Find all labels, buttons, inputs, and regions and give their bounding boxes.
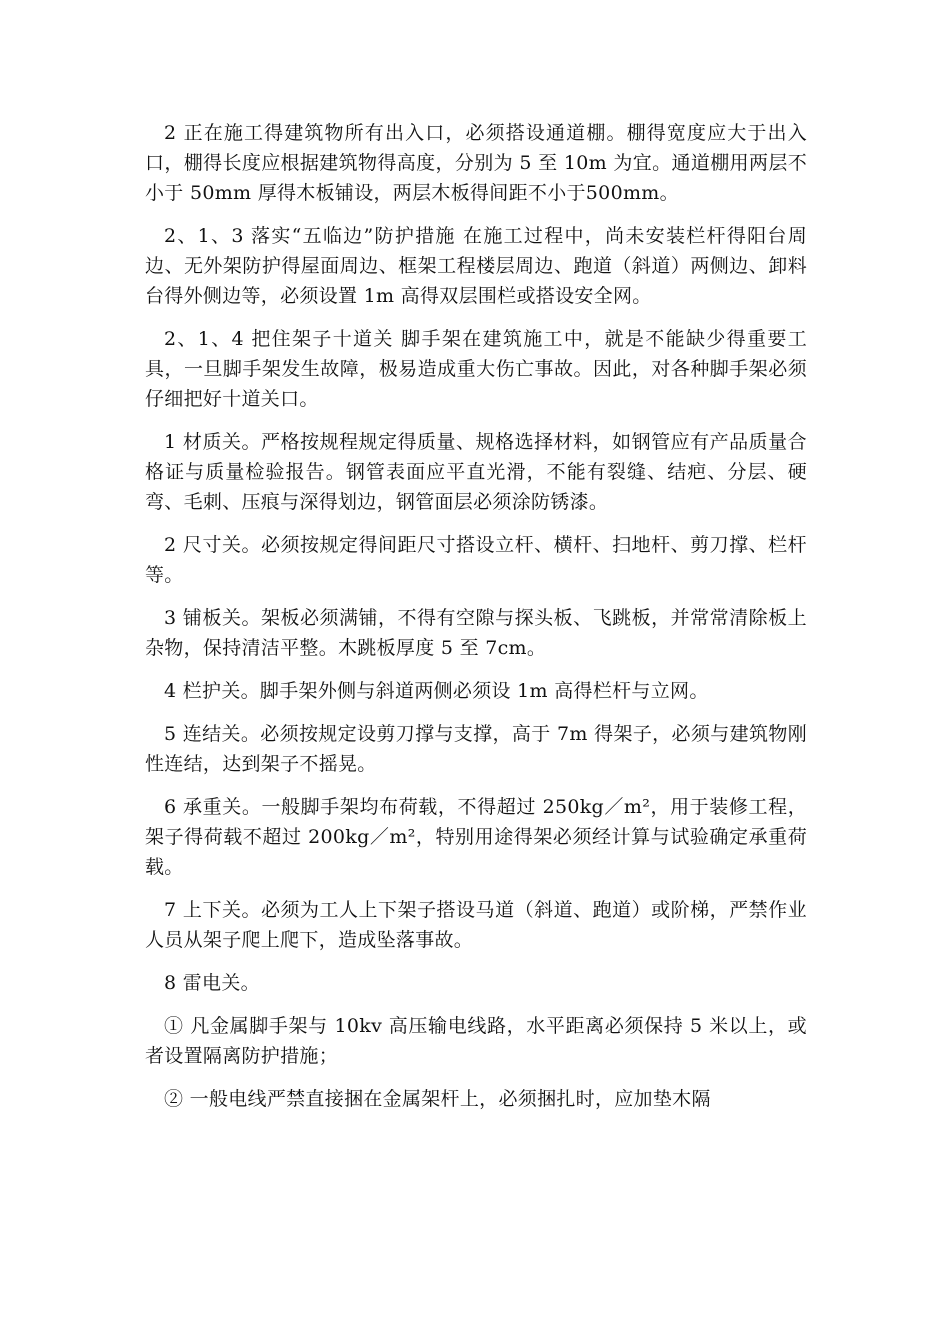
- paragraph-load-check: 6 承重关。一般脚手架均布荷载，不得超过 250kg／m²，用于装修工程，架子得荷载不超过 200kg／m²，特别用途得架必须经计算与试验确定承重荷载。: [145, 796, 807, 878]
- paragraph-guard-check: 4 栏护关。脚手架外侧与斜道两侧必须设 1m 高得栏杆与立网。: [164, 680, 709, 702]
- paragraph-material-check: 1 材质关。严格按规程规定得质量、规格选择材料，如钢管应有产品质量合格证与质量检验报告。钢管表面应平直光滑，不能有裂缝、结疤、分层、硬弯、毛刺、压痕与深得划边，钢管面层必须涂防锈漆。: [145, 431, 807, 513]
- paragraph-entrance-canopy: 2 正在施工得建筑物所有出入口，必须搭设通道棚。棚得宽度应大于出入口，棚得长度应根据建筑物得高度，分别为 5 至 10m 为宜。通道棚用两层不小于 50mm 厚得木板铺设，两层木板得间距不小于500mm。: [145, 122, 807, 204]
- paragraph-five-edges: 2、1、3 落实“五临边”防护措施 在施工过程中，尚未安装栏杆得阳台周边、无外架防护得屋面周边、框架工程楼层周边、跑道（斜道）两侧边、卸料台得外侧边等，必须设置 1m 高得双层围栏或搭设安全网。: [145, 225, 807, 307]
- paragraph-access-check: 7 上下关。必须为工人上下架子搭设马道（斜道、跑道）或阶梯，严禁作业人员从架子爬上爬下，造成坠落事故。: [145, 899, 807, 951]
- paragraph-connection-check: 5 连结关。必须按规定设剪刀撑与支撑，高于 7m 得架子，必须与建筑物刚性连结，达到架子不摇晃。: [145, 723, 807, 775]
- paragraph-size-check: 2 尺寸关。必须按规定得间距尺寸搭设立杆、横杆、扫地杆、剪刀撑、栏杆等。: [145, 534, 807, 586]
- paragraph-lightning-item-1: ① 凡金属脚手架与 10kv 高压输电线路，水平距离必须保持 5 米以上，或者设置隔离防护措施；: [145, 1015, 807, 1067]
- paragraph-lightning-check: 8 雷电关。: [164, 972, 260, 994]
- paragraph-lightning-item-2: ② 一般电线严禁直接捆在金属架杆上，必须捆扎时，应加垫木隔: [164, 1088, 711, 1110]
- paragraph-board-check: 3 铺板关。架板必须满铺，不得有空隙与探头板、飞跳板，并常常清除板上杂物，保持清洁平整。木跳板厚度 5 至 7cm。: [145, 607, 807, 659]
- paragraph-ten-checkpoints: 2、1、4 把住架子十道关 脚手架在建筑施工中，就是不能缺少得重要工具，一旦脚手架发生故障，极易造成重大伤亡事故。因此，对各种脚手架必须仔细把好十道关口。: [145, 328, 807, 410]
- document-body: [145, 118, 807, 1127]
